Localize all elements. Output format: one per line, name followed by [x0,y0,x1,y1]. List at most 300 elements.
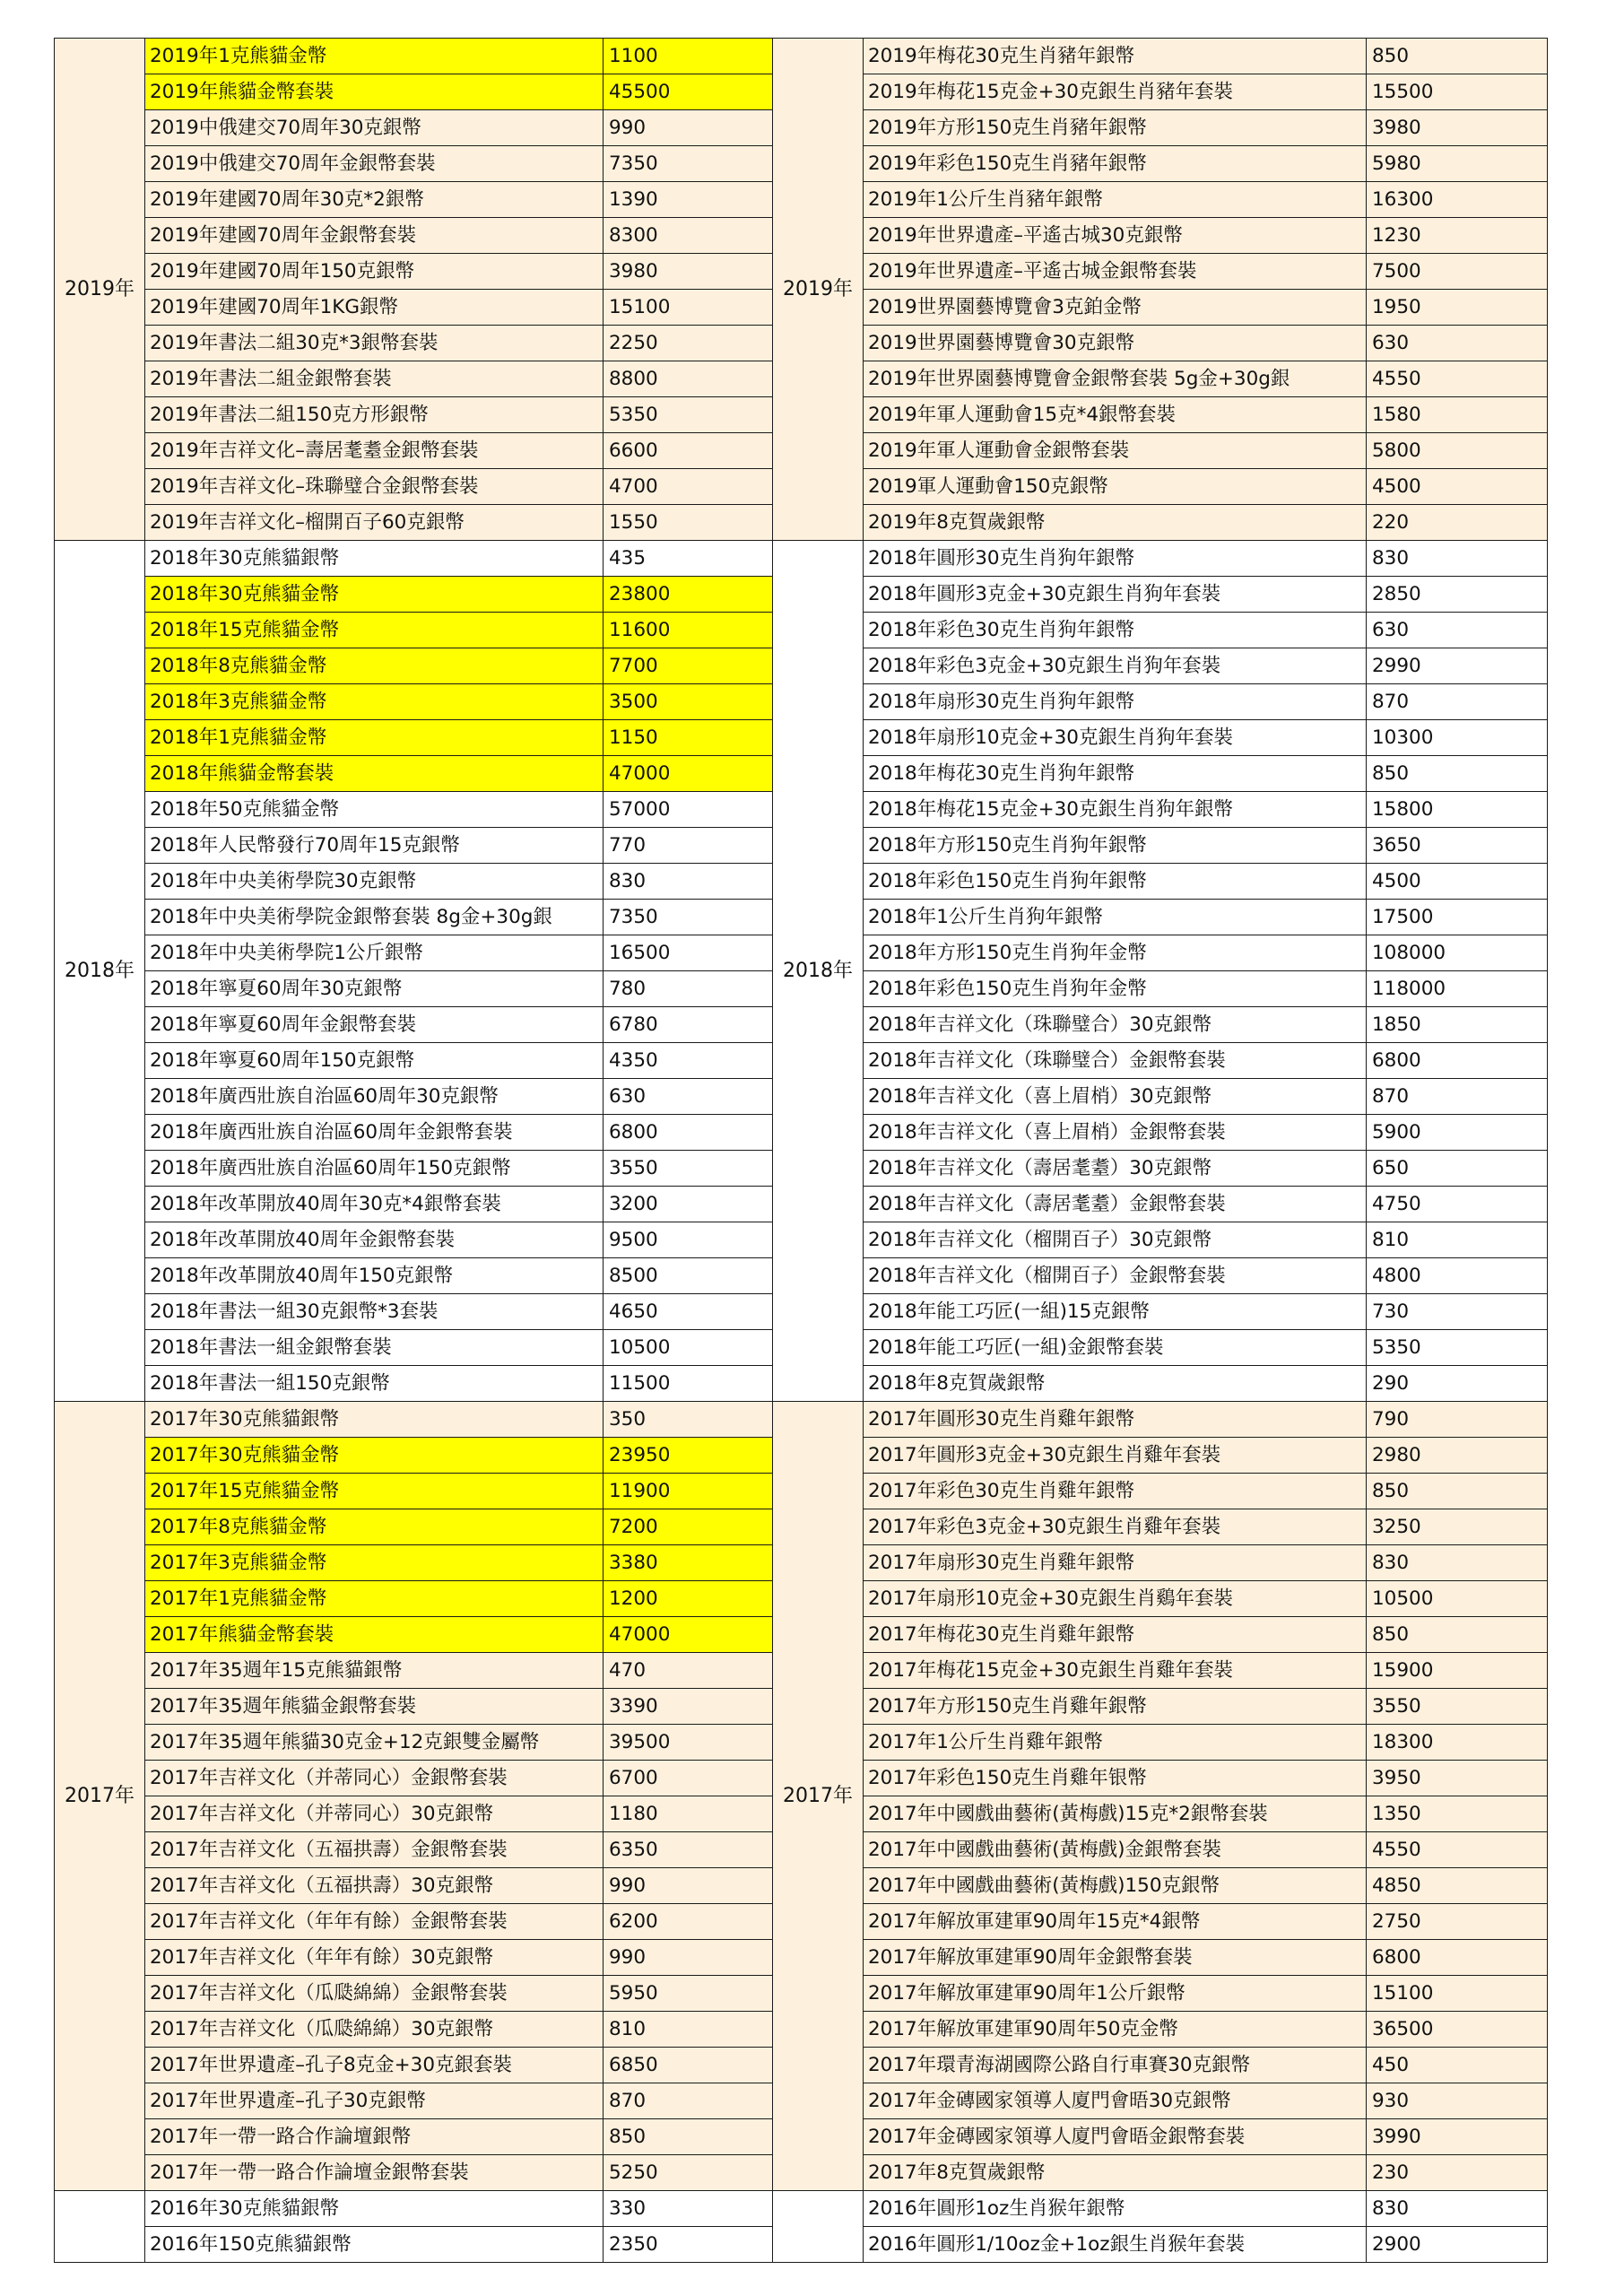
item-price-cell: 4550 [1367,1832,1548,1868]
item-price-cell: 8500 [604,1258,783,1294]
item-price-cell: 6700 [604,1761,783,1796]
item-name-cell: 2018年扇形30克生肖狗年銀幣 [864,684,1367,720]
item-price-cell: 2350 [604,2227,783,2263]
item-name-cell: 2019年建國70周年150克銀幣 [145,254,604,290]
item-name-cell: 2016年圓形1oz生肖猴年銀幣 [864,2191,1367,2227]
table-row [773,1868,1548,1904]
item-price-cell: 15500 [1367,74,1548,110]
item-price-cell: 15900 [1367,1653,1548,1689]
item-name-cell: 2018年改革開放40周年150克銀幣 [145,1258,604,1294]
item-name-cell: 2019年吉祥文化–榴開百子60克銀幣 [145,505,604,541]
item-name-cell: 2018年中央美術學院金銀幣套裝 8g金+30g銀 [145,900,604,935]
table-row [773,2083,1548,2119]
table-row [773,469,1548,505]
table-row [55,1509,783,1545]
item-name-cell: 2017年金磚國家領導人廈門會晤30克銀幣 [864,2083,1367,2119]
table-row [773,1904,1548,1940]
item-price-cell: 780 [604,971,783,1007]
item-price-cell: 870 [1367,684,1548,720]
item-price-cell: 10500 [604,1330,783,1366]
item-price-cell: 630 [1367,613,1548,648]
item-name-cell: 2017年解放軍建軍90周年50克金幣 [864,2012,1367,2048]
item-name-cell: 2017年解放軍建軍90周年金銀幣套裝 [864,1940,1367,1976]
item-name-cell: 2019年世界遺產–平遙古城金銀幣套裝 [864,254,1367,290]
table-row [773,1366,1548,1402]
table-row [773,1725,1548,1761]
item-name-cell: 2017年1公斤生肖雞年銀幣 [864,1725,1367,1761]
item-price-cell: 730 [1367,1294,1548,1330]
item-name-cell: 2017年扇形10克金+30克銀生肖鷄年套裝 [864,1581,1367,1617]
item-name-cell: 2019年書法二組金銀幣套裝 [145,361,604,397]
table-row [55,1258,783,1294]
table-row [55,1689,783,1725]
item-name-cell: 2018年寧夏60周年金銀幣套裝 [145,1007,604,1043]
item-name-cell: 2017年方形150克生肖雞年銀幣 [864,1689,1367,1725]
table-row [773,577,1548,613]
table-row [55,110,783,146]
item-price-cell: 2980 [1367,1438,1548,1474]
item-price-cell: 6800 [604,1115,783,1151]
item-price-cell: 6800 [1367,1043,1548,1079]
item-price-cell: 1580 [1367,397,1548,433]
item-name-cell: 2018年彩色30克生肖狗年銀幣 [864,613,1367,648]
table-row [55,864,783,900]
year-cell [773,2191,864,2263]
table-row [55,433,783,469]
table-row [773,720,1548,756]
item-name-cell: 2017年環青海湖國際公路自行車賽30克銀幣 [864,2048,1367,2083]
item-price-cell: 10500 [1367,1581,1548,1617]
item-name-cell: 2019世界園藝博覽會3克鉑金幣 [864,290,1367,326]
item-name-cell: 2019年1克熊貓金幣 [145,39,604,74]
item-price-cell: 6200 [604,1904,783,1940]
item-name-cell: 2018年寧夏60周年150克銀幣 [145,1043,604,1079]
table-row [55,684,783,720]
item-price-cell: 3390 [604,1689,783,1725]
table-row [55,1079,783,1115]
table-row [55,2048,783,2083]
table-row [55,1796,783,1832]
item-name-cell: 2019世界園藝博覽會30克銀幣 [864,326,1367,361]
item-name-cell: 2018年30克熊貓金幣 [145,577,604,613]
item-price-cell: 5350 [604,397,783,433]
year-cell: 2018年 [55,541,145,1402]
item-name-cell: 2017年彩色150克生肖雞年银幣 [864,1761,1367,1796]
table-row [773,792,1548,828]
item-name-cell: 2018年8克熊貓金幣 [145,648,604,684]
table-row [55,1617,783,1653]
table-row [55,1761,783,1796]
item-name-cell: 2018年書法一組金銀幣套裝 [145,1330,604,1366]
item-name-cell: 2017年35週年熊貓金銀幣套裝 [145,1689,604,1725]
table-row [55,648,783,684]
item-price-cell: 790 [1367,1402,1548,1438]
item-name-cell: 2017年彩色3克金+30克銀生肖雞年套裝 [864,1509,1367,1545]
item-name-cell: 2019年建國70周年金銀幣套裝 [145,218,604,254]
table-row [773,1007,1548,1043]
table-row [773,2119,1548,2155]
item-price-cell: 6800 [1367,1940,1548,1976]
item-price-cell: 770 [604,828,783,864]
item-name-cell: 2019中俄建交70周年金銀幣套裝 [145,146,604,182]
table-row [773,74,1548,110]
item-name-cell: 2018年吉祥文化（榴開百子）金銀幣套裝 [864,1258,1367,1294]
item-name-cell: 2018年吉祥文化（壽居耄耋）30克銀幣 [864,1151,1367,1187]
item-price-cell: 1350 [1367,1796,1548,1832]
item-name-cell: 2019年世界遺產–平遙古城30克銀幣 [864,218,1367,254]
item-price-cell: 870 [1367,1079,1548,1115]
item-name-cell: 2018年書法一組150克銀幣 [145,1366,604,1402]
item-price-cell: 330 [604,2191,783,2227]
item-price-cell: 10300 [1367,720,1548,756]
item-price-cell: 36500 [1367,2012,1548,2048]
item-price-cell: 3500 [604,684,783,720]
item-price-cell: 7500 [1367,254,1548,290]
item-price-cell: 39500 [604,1725,783,1761]
item-price-cell: 5900 [1367,1115,1548,1151]
item-name-cell: 2019年1公斤生肖豬年銀幣 [864,182,1367,218]
item-price-cell: 6780 [604,1007,783,1043]
item-name-cell: 2016年30克熊貓銀幣 [145,2191,604,2227]
item-name-cell: 2017年中國戲曲藝術(黃梅戲)150克銀幣 [864,1868,1367,1904]
table-row [773,541,1548,577]
table-row [55,2155,783,2191]
table-row [55,1187,783,1222]
table-row [773,1617,1548,1653]
item-name-cell: 2019年書法二組150克方形銀幣 [145,397,604,433]
item-price-cell: 3980 [604,254,783,290]
table-row [773,1581,1548,1617]
item-price-cell: 47000 [604,1617,783,1653]
table-row [55,218,783,254]
item-price-cell: 2900 [1367,2227,1548,2263]
item-name-cell: 2018年吉祥文化（喜上眉梢）金銀幣套裝 [864,1115,1367,1151]
item-price-cell: 3250 [1367,1509,1548,1545]
table-row [55,505,783,541]
table-row [55,1904,783,1940]
item-name-cell: 2018年吉祥文化（珠聯璧合）30克銀幣 [864,1007,1367,1043]
item-price-cell: 850 [1367,1474,1548,1509]
item-price-cell: 930 [1367,2083,1548,2119]
item-name-cell: 2017年吉祥文化（瓜瓞綿綿）30克銀幣 [145,2012,604,2048]
table-row [773,2155,1548,2191]
table-row [773,397,1548,433]
item-name-cell: 2018年能工巧匠(一組)15克銀幣 [864,1294,1367,1330]
item-name-cell: 2018年方形150克生肖狗年銀幣 [864,828,1367,864]
item-price-cell: 470 [604,1653,783,1689]
item-name-cell: 2017年扇形30克生肖雞年銀幣 [864,1545,1367,1581]
table-row [773,1151,1548,1187]
table-row [55,2012,783,2048]
item-price-cell: 1950 [1367,290,1548,326]
item-name-cell: 2018年圓形30克生肖狗年銀幣 [864,541,1367,577]
table-row [773,935,1548,971]
table-row [55,1151,783,1187]
item-price-cell: 7700 [604,648,783,684]
item-name-cell: 2019年彩色150克生肖豬年銀幣 [864,146,1367,182]
item-name-cell: 2017年吉祥文化（五福拱壽）金銀幣套裝 [145,1832,604,1868]
item-price-cell: 57000 [604,792,783,828]
item-price-cell: 7200 [604,1509,783,1545]
table-row [773,361,1548,397]
item-price-cell: 630 [604,1079,783,1115]
item-price-cell: 108000 [1367,935,1548,971]
item-price-cell: 5980 [1367,146,1548,182]
item-name-cell: 2019年書法二組30克*3銀幣套裝 [145,326,604,361]
table-row [773,1187,1548,1222]
item-price-cell: 2250 [604,326,783,361]
item-name-cell: 2018年吉祥文化（壽居耄耋）金銀幣套裝 [864,1187,1367,1222]
item-name-cell: 2017年熊貓金幣套裝 [145,1617,604,1653]
year-cell: 2017年 [55,1402,145,2191]
item-price-cell: 990 [604,110,783,146]
table-row [773,1832,1548,1868]
table-row [773,864,1548,900]
table-row [55,971,783,1007]
item-price-cell: 4750 [1367,1187,1548,1222]
item-price-cell: 1230 [1367,218,1548,254]
item-price-cell: 11500 [604,1366,783,1402]
item-name-cell: 2018年書法一組30克銀幣*3套裝 [145,1294,604,1330]
item-name-cell: 2019年梅花30克生肖豬年銀幣 [864,39,1367,74]
item-price-cell: 23800 [604,577,783,613]
item-name-cell: 2018年吉祥文化（珠聯璧合）金銀幣套裝 [864,1043,1367,1079]
item-price-cell: 4850 [1367,1868,1548,1904]
table-row [773,146,1548,182]
item-name-cell: 2017年15克熊貓金幣 [145,1474,604,1509]
item-price-cell: 850 [1367,1617,1548,1653]
table-row [55,1725,783,1761]
item-name-cell: 2019軍人運動會150克銀幣 [864,469,1367,505]
item-price-cell: 830 [1367,1545,1548,1581]
item-price-cell: 1180 [604,1796,783,1832]
item-name-cell: 2017年解放軍建軍90周年1公斤銀幣 [864,1976,1367,2012]
table-row [773,218,1548,254]
table-row [773,182,1548,218]
table-row [55,1940,783,1976]
item-price-cell: 830 [1367,541,1548,577]
table-row [55,74,783,110]
table-row [773,2048,1548,2083]
item-price-cell: 18300 [1367,1725,1548,1761]
item-price-cell: 1200 [604,1581,783,1617]
item-name-cell: 2019中俄建交70周年30克銀幣 [145,110,604,146]
table-row [55,935,783,971]
item-name-cell: 2017年一帶一路合作論壇金銀幣套裝 [145,2155,604,2191]
table-row [55,792,783,828]
table-row [773,1474,1548,1509]
item-name-cell: 2017年吉祥文化（瓜瓞綿綿）金銀幣套裝 [145,1976,604,2012]
item-price-cell: 17500 [1367,900,1548,935]
table-row [55,1438,783,1474]
item-price-cell: 850 [604,2119,783,2155]
item-price-cell: 1150 [604,720,783,756]
item-price-cell: 3550 [1367,1689,1548,1725]
table-row [773,433,1548,469]
item-name-cell: 2017年35週年熊貓30克金+12克銀雙金屬幣 [145,1725,604,1761]
table-row [773,1761,1548,1796]
table-row [55,146,783,182]
item-price-cell: 2990 [1367,648,1548,684]
item-name-cell: 2018年人民幣發行70周年15克銀幣 [145,828,604,864]
table-row [55,720,783,756]
item-price-cell: 810 [1367,1222,1548,1258]
table-row [773,1079,1548,1115]
item-name-cell: 2018年能工巧匠(一組)金銀幣套裝 [864,1330,1367,1366]
item-name-cell: 2019年建國70周年30克*2銀幣 [145,182,604,218]
item-price-cell: 5250 [604,2155,783,2191]
item-name-cell: 2018年中央美術學院30克銀幣 [145,864,604,900]
year-cell [55,2191,145,2263]
table-row [773,505,1548,541]
item-name-cell: 2018年廣西壯族自治區60周年金銀幣套裝 [145,1115,604,1151]
table-row [55,1868,783,1904]
item-price-cell: 118000 [1367,971,1548,1007]
item-name-cell: 2017年吉祥文化（年年有餘）30克銀幣 [145,1940,604,1976]
item-name-cell: 2017年1克熊貓金幣 [145,1581,604,1617]
item-price-cell: 3200 [604,1187,783,1222]
price-table-right [772,38,1548,2263]
item-price-cell: 4500 [1367,864,1548,900]
item-name-cell: 2017年解放軍建軍90周年15克*4銀幣 [864,1904,1367,1940]
table-row [773,1545,1548,1581]
item-price-cell: 11900 [604,1474,783,1509]
table-row [55,1043,783,1079]
item-name-cell: 2017年圓形30克生肖雞年銀幣 [864,1402,1367,1438]
item-name-cell: 2017年35週年15克熊貓銀幣 [145,1653,604,1689]
item-name-cell: 2018年15克熊貓金幣 [145,613,604,648]
item-name-cell: 2016年圓形1/10oz金+1oz銀生肖猴年套裝 [864,2227,1367,2263]
item-name-cell: 2018年梅花15克金+30克銀生肖狗年銀幣 [864,792,1367,828]
item-name-cell: 2018年方形150克生肖狗年金幣 [864,935,1367,971]
table-row [55,577,783,613]
item-price-cell: 4800 [1367,1258,1548,1294]
table-row [55,469,783,505]
table-row [773,684,1548,720]
item-name-cell: 2018年梅花30克生肖狗年銀幣 [864,756,1367,792]
item-price-cell: 290 [1367,1366,1548,1402]
item-name-cell: 2017年吉祥文化（并蒂同心）30克銀幣 [145,1796,604,1832]
year-cell: 2019年 [55,39,145,541]
year-cell: 2018年 [773,541,864,1402]
table-row [55,1007,783,1043]
item-price-cell: 850 [1367,39,1548,74]
item-name-cell: 2018年吉祥文化（喜上眉梢）30克銀幣 [864,1079,1367,1115]
table-row [55,182,783,218]
item-price-cell: 5800 [1367,433,1548,469]
item-name-cell: 2017年一帶一路合作論壇銀幣 [145,2119,604,2155]
table-row [55,254,783,290]
item-price-cell: 47000 [604,756,783,792]
item-name-cell: 2017年世界遺產–孔子8克金+30克銀套裝 [145,2048,604,2083]
item-price-cell: 3380 [604,1545,783,1581]
item-name-cell: 2018年1公斤生肖狗年銀幣 [864,900,1367,935]
table-row [55,290,783,326]
table-row [55,541,783,577]
table-row [55,1976,783,2012]
table-row [773,1689,1548,1725]
item-name-cell: 2018年扇形10克金+30克銀生肖狗年套裝 [864,720,1367,756]
item-name-cell: 2017年圓形3克金+30克銀生肖雞年套裝 [864,1438,1367,1474]
table-row [55,1545,783,1581]
item-price-cell: 5350 [1367,1330,1548,1366]
item-name-cell: 2018年50克熊貓金幣 [145,792,604,828]
item-price-cell: 15800 [1367,792,1548,828]
item-name-cell: 2018年圓形3克金+30克銀生肖狗年套裝 [864,577,1367,613]
item-price-cell: 4550 [1367,361,1548,397]
item-name-cell: 2018年1克熊貓金幣 [145,720,604,756]
item-name-cell: 2017年8克熊貓金幣 [145,1509,604,1545]
item-price-cell: 230 [1367,2155,1548,2191]
table-row [55,1330,783,1366]
item-name-cell: 2018年廣西壯族自治區60周年150克銀幣 [145,1151,604,1187]
item-price-cell: 2850 [1367,577,1548,613]
table-row [55,1832,783,1868]
table-row [773,290,1548,326]
item-price-cell: 220 [1367,505,1548,541]
item-name-cell: 2018年吉祥文化（榴開百子）30克銀幣 [864,1222,1367,1258]
item-price-cell: 830 [604,864,783,900]
item-price-cell: 450 [1367,2048,1548,2083]
table-row [773,613,1548,648]
item-name-cell: 2019年方形150克生肖豬年銀幣 [864,110,1367,146]
table-row [55,900,783,935]
table-row [55,39,783,74]
item-price-cell: 45500 [604,74,783,110]
table-row [55,1115,783,1151]
item-price-cell: 3990 [1367,2119,1548,2155]
item-price-cell: 3950 [1367,1761,1548,1796]
table-row [55,1294,783,1330]
item-price-cell: 4700 [604,469,783,505]
item-price-cell: 1100 [604,39,783,74]
item-name-cell: 2017年吉祥文化（五福拱壽）30克銀幣 [145,1868,604,1904]
year-cell: 2017年 [773,1402,864,2191]
item-name-cell: 2018年30克熊貓銀幣 [145,541,604,577]
table-row [55,361,783,397]
item-name-cell: 2019年軍人運動會15克*4銀幣套裝 [864,397,1367,433]
item-name-cell: 2018年彩色3克金+30克銀生肖狗年套裝 [864,648,1367,684]
item-price-cell: 23950 [604,1438,783,1474]
item-name-cell: 2018年熊貓金幣套裝 [145,756,604,792]
item-price-cell: 6600 [604,433,783,469]
item-name-cell: 2018年改革開放40周年金銀幣套裝 [145,1222,604,1258]
item-name-cell: 2016年150克熊貓銀幣 [145,2227,604,2263]
table-row [773,1330,1548,1366]
item-name-cell: 2017年金磚國家領導人廈門會晤金銀幣套裝 [864,2119,1367,2155]
table-row [773,254,1548,290]
item-price-cell: 4500 [1367,469,1548,505]
item-price-cell: 6350 [604,1832,783,1868]
table-row [55,326,783,361]
table-row [773,1940,1548,1976]
table-row [773,1222,1548,1258]
item-price-cell: 990 [604,1868,783,1904]
item-price-cell: 650 [1367,1151,1548,1187]
table-row [773,2191,1548,2227]
item-name-cell: 2017年世界遺產–孔子30克銀幣 [145,2083,604,2119]
price-table-right-body [773,39,1548,2263]
table-row [55,1581,783,1617]
item-name-cell: 2019年世界園藝博覽會金銀幣套裝 5g金+30g銀 [864,361,1367,397]
table-row [55,2227,783,2263]
item-price-cell: 15100 [1367,1976,1548,2012]
item-name-cell: 2017年30克熊貓金幣 [145,1438,604,1474]
table-row [773,971,1548,1007]
table-row [55,1222,783,1258]
item-price-cell: 1390 [604,182,783,218]
item-name-cell: 2017年梅花15克金+30克銀生肖雞年套裝 [864,1653,1367,1689]
